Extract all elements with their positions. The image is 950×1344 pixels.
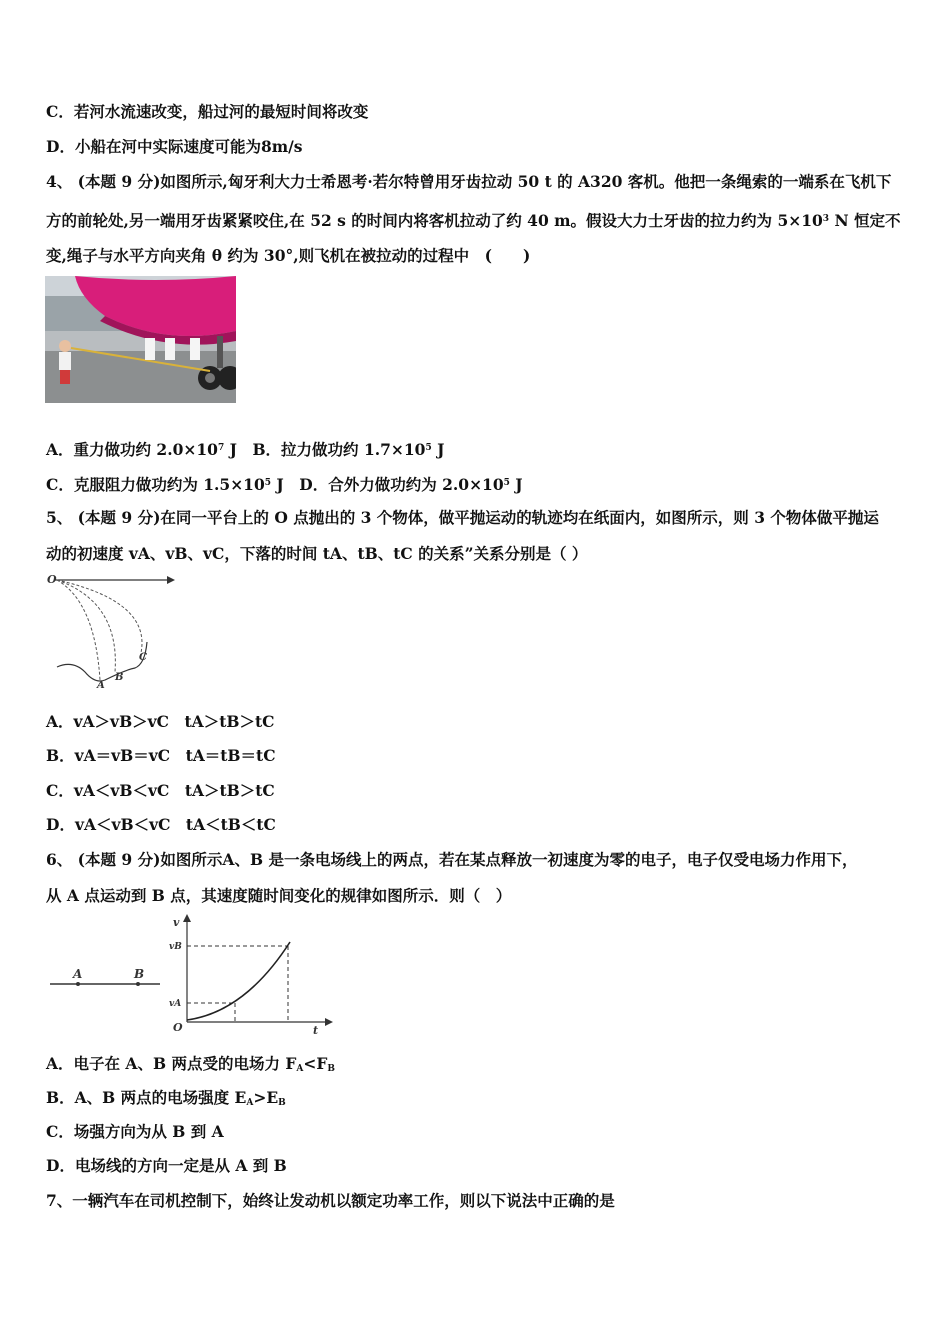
q4-options-ab (46, 438, 444, 460)
q6-option-c: C．场强方向为从 B 到 A (46, 1122, 224, 1141)
q4-line2-exponent: 3 (822, 214, 830, 224)
q4-option-a: A．重力做功约 2.0×10 (46, 440, 218, 459)
fig5-label-c: C (139, 652, 147, 663)
fig5-label-o: O (47, 573, 57, 586)
projectile-trajectory-figure (45, 572, 180, 690)
q5-option-d: D．vA＜vB＜vC tA＜tB＜tC (46, 815, 276, 834)
q5-option-b: B．vA＝vB＝vC tA＝tB＝tC (46, 746, 276, 765)
q4-option-b: J B．拉力做功约 1.7×10 (224, 440, 426, 459)
q4-option-d-unit: J (509, 475, 523, 494)
fig6-label-o: O (173, 1021, 183, 1034)
q6-option-d: D．电场线的方向一定是从 A 到 B (46, 1156, 287, 1175)
q4-line2-text: 方的前轮处,另一端用牙齿紧紧咬住,在 52 s 的时间内将客机拉动了约 40 m。假设大力士牙齿的拉力约为 5×10 (46, 211, 823, 230)
q6-option-a-mid: <F (303, 1054, 328, 1073)
q4-option-d: J D．合外力做功约为 2.0×10 (271, 475, 504, 494)
q5-stem-line2: 动的初速度 vA、vB、vC，下落的时间 tA、tB、tC 的关系”关系分别是（ ） (46, 544, 588, 563)
q5-stem-line1: 5、 (本题 9 分)在同一平台上的 O 点抛出的 3 个物体，做平抛运动的轨迹均在纸面内，如图所示，则 3 个物体做平抛运 (46, 508, 879, 527)
q5-option-a: A．vA＞vB＞vC tA＞tB＞tC (46, 712, 275, 731)
q4-stem-line2 (46, 209, 901, 231)
q3-option-c: C．若河水流速改变，船过河的最短时间将改变 (46, 102, 369, 121)
q6-option-b-sub1: A (246, 1098, 254, 1108)
q4-option-c-exp: 5 (264, 478, 272, 488)
q4-stem-line1: 4、 (本题 9 分)如图所示,匈牙利大力士希恩考·若尔特曾用牙齿拉动 50 t 的 A320 客机。他把一条绳索的一端系在飞机下 (46, 172, 892, 191)
fig6-label-b: B (134, 967, 145, 981)
q4-option-b-unit: J (431, 440, 445, 459)
q3-option-d: D．小船在河中实际速度可能为8m/s (46, 137, 303, 156)
q5-option-c: C．vA＜vB＜vC tA＞tB＞tC (46, 781, 275, 800)
fig6-label-v: v (173, 916, 180, 929)
q4-line2-tail: N 恒定不 (829, 211, 901, 230)
q6-stem-line1: 6、 (本题 9 分)如图所示A、B 是一条电场线上的两点，若在某点释放一初速度为零的电子，电子仅受电场力作用下， (46, 850, 858, 869)
fig5-label-b: B (115, 672, 124, 683)
q6-option-b-text: B．A、B 两点的电场强度 E (46, 1088, 247, 1107)
q6-option-a-text: A．电子在 A、B 两点受的电场力 F (46, 1054, 297, 1073)
q6-option-a-sub1: A (296, 1064, 304, 1074)
fig5-label-a: A (97, 680, 105, 690)
q4-option-d-exp: 5 (503, 478, 510, 488)
fig6-label-va: vA (169, 999, 182, 1009)
field-line-vt-figure (45, 912, 345, 1037)
airplane-pull-photo (45, 276, 236, 403)
q4-options-cd (46, 473, 523, 495)
q6-option-a (46, 1054, 335, 1079)
fig6-label-t: t (313, 1024, 319, 1037)
q6-option-b-sub2: B (278, 1098, 286, 1108)
q4-option-b-exp: 5 (425, 443, 432, 453)
fig6-label-vb: vB (169, 942, 182, 952)
q4-option-c: C．克服阻力做功约为 1.5×10 (46, 475, 265, 494)
q6-stem-line2: 从 A 点运动到 B 点，其速度随时间变化的规律如图所示．则（ ） (46, 886, 512, 905)
q4-option-a-exp: 7 (217, 443, 225, 453)
q6-option-a-sub2: B (327, 1064, 335, 1074)
fig6-label-a: A (73, 967, 83, 981)
q4-stem-line3: 变,绳子与水平方向夹角 θ 约为 30°,则飞机在被拉动的过程中 ( ) (46, 246, 531, 265)
q7-stem-line1: 7、一辆汽车在司机控制下，始终让发动机以额定功率工作，则以下说法中正确的是 (46, 1191, 615, 1210)
q6-option-b-mid: >E (253, 1088, 279, 1107)
q6-option-b (46, 1088, 286, 1113)
